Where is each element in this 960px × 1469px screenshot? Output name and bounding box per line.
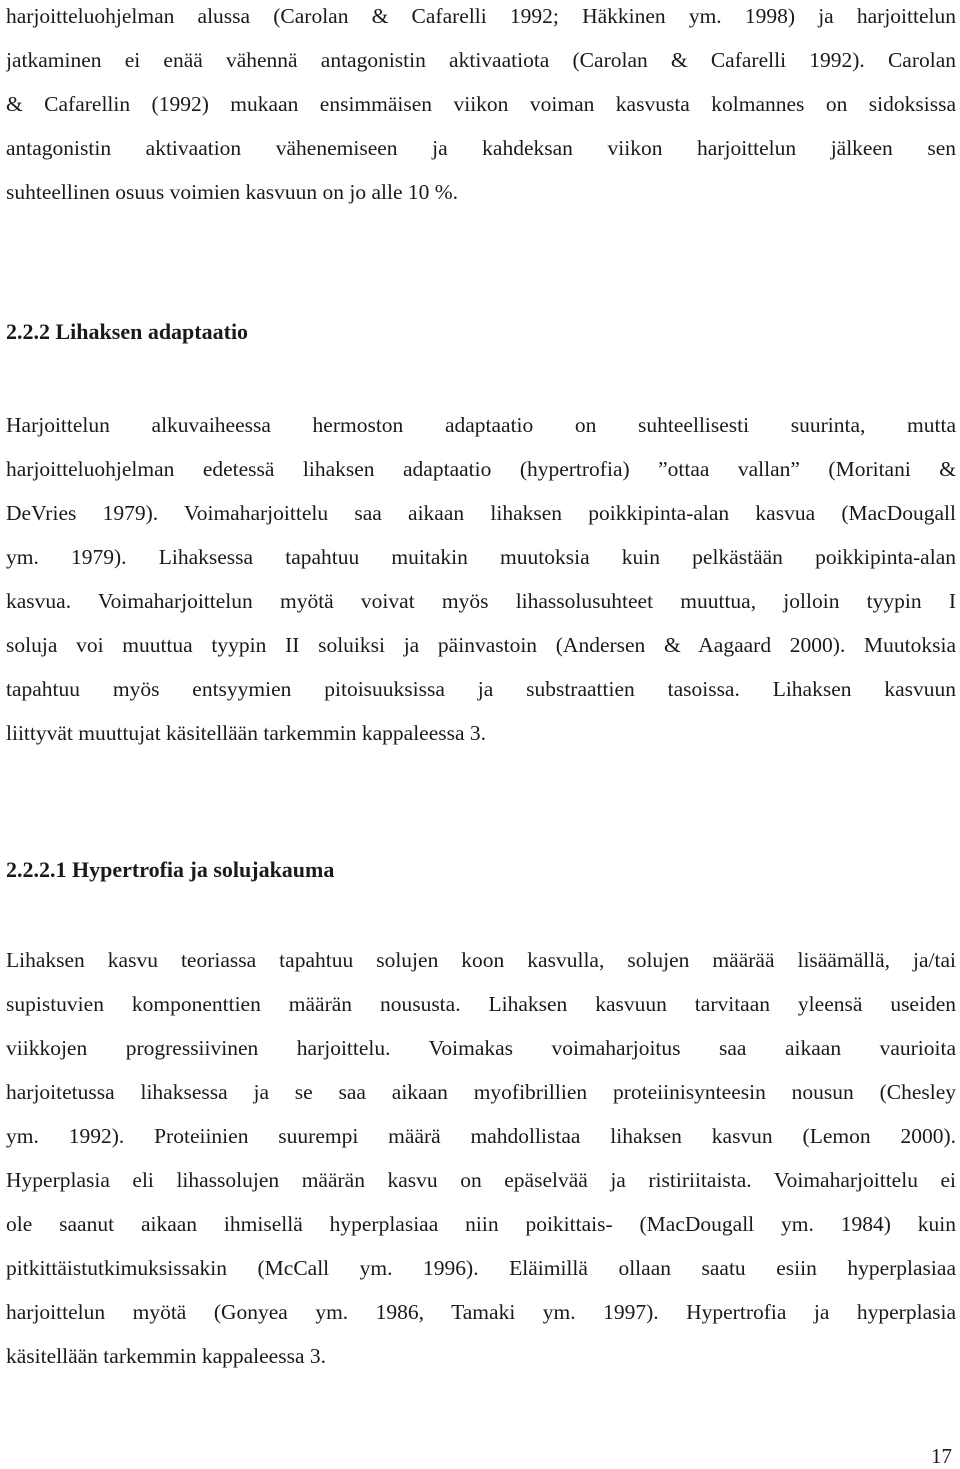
section-heading-2-2-2: 2.2.2 Lihaksen adaptaatio: [6, 319, 249, 344]
paragraph-line: antagonistin aktivaation vähenemiseen ja kahdeksan viikon harjoittelun jälkeen sen: [6, 136, 956, 160]
paragraph-line: ole saanut aikaan ihmisellä hyperplasiaa niin poikittais- (MacDougall ym. 1984) kuin: [6, 1212, 956, 1236]
section-heading-2-2-2-1: 2.2.2.1 Hypertrofia ja solujakauma: [6, 857, 335, 882]
paragraph-line: käsitellään tarkemmin kappaleessa 3.: [6, 1344, 326, 1368]
paragraph-line: viikkojen progressiivinen harjoittelu. Voimakas voimaharjoitus saa aikaan vaurioita: [6, 1036, 956, 1060]
paragraph-line: harjoitteluohjelman alussa (Carolan & Cafarelli 1992; Häkkinen ym. 1998) ja harjoittelun: [6, 4, 956, 28]
paragraph-line: liittyvät muuttujat käsitellään tarkemmin kappaleessa 3.: [6, 721, 487, 745]
paragraph-line: harjoitteluohjelman edetessä lihaksen adaptaatio (hypertrofia) ”ottaa vallan” (Moritani &: [6, 457, 956, 481]
paragraph-line: Hyperplasia eli lihassolujen määrän kasvu on epäselvää ja ristiriitaista. Voimaharjoittelu ei: [6, 1168, 956, 1192]
paragraph-line: kasvua. Voimaharjoittelun myötä voivat myös lihassolusuhteet muuttua, jolloin tyypin I: [6, 589, 956, 613]
page-number: 17: [931, 1444, 952, 1468]
paragraph-line: harjoittelun myötä (Gonyea ym. 1986, Tamaki ym. 1997). Hypertrofia ja hyperplasia: [6, 1300, 956, 1324]
paragraph-line: ym. 1992). Proteiinien suurempi määrä mahdollistaa lihaksen kasvun (Lemon 2000).: [6, 1124, 956, 1148]
paragraph-line: harjoitetussa lihaksessa ja se saa aikaan myofibrillien proteiinisynteesin nousun (Chesley: [6, 1080, 956, 1104]
paragraph-line: tapahtuu myös entsyymien pitoisuuksissa ja substraattien tasoissa. Lihaksen kasvuun: [6, 677, 956, 701]
paragraph-line: Harjoittelun alkuvaiheessa hermoston adaptaatio on suhteellisesti suurinta, mutta: [6, 413, 956, 437]
paragraph-line: jatkaminen ei enää vähennä antagonistin aktivaatiota (Carolan & Cafarelli 1992). Carolan: [6, 48, 956, 72]
paragraph-line: & Cafarellin (1992) mukaan ensimmäisen viikon voiman kasvusta kolmannes on sidoksissa: [6, 92, 956, 116]
paragraph-line: ym. 1979). Lihaksessa tapahtuu muitakin muutoksia kuin pelkästään poikkipinta-alan: [6, 545, 956, 569]
paragraph-line: suhteellinen osuus voimien kasvuun on jo alle 10 %.: [6, 180, 459, 204]
paragraph-line: Lihaksen kasvu teoriassa tapahtuu solujen koon kasvulla, solujen määrää lisäämällä, ja/tai: [6, 948, 956, 972]
paragraph-line: pitkittäistutkimuksissakin (McCall ym. 1996). Eläimillä ollaan saatu esiin hyperplasiaa: [6, 1256, 956, 1280]
paragraph-line: DeVries 1979). Voimaharjoittelu saa aikaan lihaksen poikkipinta-alan kasvua (MacDougall: [6, 501, 956, 525]
paragraph-line: soluja voi muuttua tyypin II soluiksi ja päinvastoin (Andersen & Aagaard 2000). Muutoksia: [6, 633, 956, 657]
paragraph-line: supistuvien komponenttien määrän noususta. Lihaksen kasvuun tarvitaan yleensä useiden: [6, 992, 956, 1016]
